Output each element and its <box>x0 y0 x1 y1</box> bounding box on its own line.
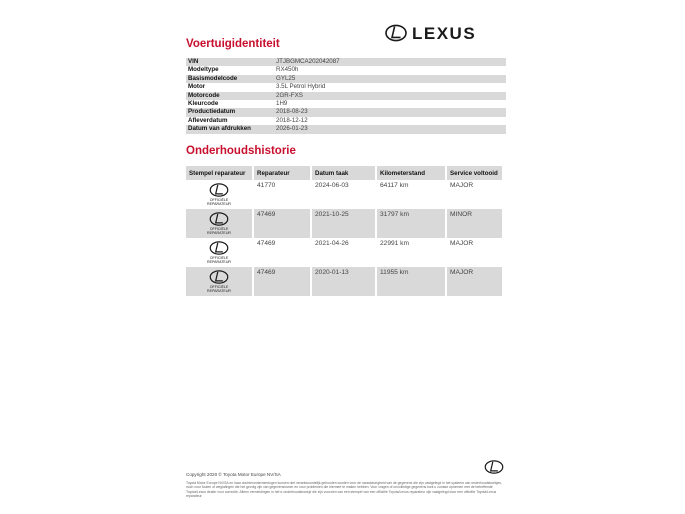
repairer-code: 47469 <box>254 267 310 296</box>
stamp-label-line-1: OFFICIËLE <box>209 285 229 289</box>
lexus-stamp-icon <box>209 241 229 255</box>
stamp-label-line-1: OFFICIËLE <box>209 256 229 260</box>
repairer-stamp-cell <box>186 180 252 209</box>
lexus-stamp-icon <box>209 270 229 284</box>
service-type: MAJOR <box>450 240 474 247</box>
col-header-date: Datum taak <box>312 166 375 180</box>
col-header-service: Service voltooid <box>447 166 502 180</box>
repairer-code: 47469 <box>257 240 276 247</box>
stamp-label-line-2: REPARATEUR <box>206 260 232 264</box>
vehicle-identity-table <box>186 58 506 134</box>
vehicle-field-value: 2018-12-12 <box>276 116 308 124</box>
vehicle-field-label: Afleverdatum <box>188 116 228 124</box>
vehicle-row <box>186 66 506 74</box>
footer-lexus-logo <box>484 460 504 479</box>
vehicle-row <box>186 100 506 108</box>
lexus-logo-mark-icon <box>385 22 507 44</box>
stamp-label <box>207 256 231 264</box>
service-row <box>186 180 502 209</box>
service-type: MAJOR <box>447 267 502 296</box>
official-repairer-stamp <box>189 211 249 235</box>
stamp-label <box>207 227 231 235</box>
lexus-wordmark: LEXUS <box>412 24 477 43</box>
vehicle-row <box>186 125 506 133</box>
service-row <box>186 209 502 238</box>
vehicle-row <box>186 108 506 116</box>
col-header-stamp: Stempel reparateur <box>186 166 252 180</box>
odometer: 22991 km <box>380 240 409 247</box>
task-date: 2021-10-25 <box>312 209 375 238</box>
stamp-label-line-2: REPARATEUR <box>206 231 232 235</box>
repairer-code: 41770 <box>257 182 276 189</box>
repairer-stamp-cell <box>186 209 252 238</box>
service-row <box>186 238 502 267</box>
vehicle-row <box>186 75 506 83</box>
stamp-label-line-1: OFFICIËLE <box>209 227 229 231</box>
stamp-label-line-2: REPARATEUR <box>206 202 232 206</box>
lexus-logo-mark-icon <box>484 460 504 474</box>
footer-copyright: Copyright 2020 © Toyota Motor Europe NV/SA <box>186 472 281 477</box>
stamp-label <box>207 285 231 293</box>
vehicle-identity-title: Voertuigidentiteit <box>186 38 280 50</box>
stamp-label <box>207 198 231 206</box>
vehicle-field-value: 1H9 <box>276 100 288 108</box>
stamp-label-line-2: REPARATEUR <box>206 289 232 293</box>
repairer-stamp-cell <box>186 238 252 267</box>
vehicle-field-label: Motorcode <box>186 92 274 100</box>
odometer: 64117 km <box>380 182 409 189</box>
col-header-km: Kilometerstand <box>377 166 445 180</box>
task-date: 2020-01-13 <box>312 267 375 296</box>
vehicle-field-label: Basismodelcode <box>186 75 274 83</box>
service-type: MINOR <box>447 209 502 238</box>
service-history-table <box>184 166 504 296</box>
odometer: 11955 km <box>377 267 445 296</box>
vehicle-row <box>186 83 506 91</box>
col-header-repairer: Reparateur <box>254 166 310 180</box>
official-repairer-stamp <box>189 269 249 293</box>
vehicle-field-label: Modeltype <box>188 66 219 74</box>
vehicle-field-label: Productiedatum <box>186 108 274 116</box>
vehicle-field-value: 3.5L Petrol Hybrid <box>276 83 326 91</box>
official-repairer-stamp <box>189 182 249 206</box>
lexus-stamp-icon <box>209 183 229 197</box>
vehicle-field-value: GYL25 <box>274 75 506 83</box>
footer-disclaimer: Toyota Motor Europe NV/SA en haar dochterondernemingen kunnen niet verantwoordelijk gehouden worden voor de nauwkeurigheid van de gegevens die zijn vastgelegd in het systeem van onderhoudsboekjes, noch voor fouten of weglatingen die het gevolg zijn van gegevensinvoer en voor problemen die hiermee te maken hebben. Voor vragen of onvolledige gegevens kunt u contact opnemen met de betreffende Toyota/Lexus dealer voor correctie. Alleen vermeldingen in het e-onderhoudsboekje die zijn voorzien van een stempel van een officiële Toyota/Lexus reparateur zijn vastgelegd door een officiële Toyota/Lexus reparateur. <box>186 481 502 498</box>
lexus-logo <box>385 22 507 44</box>
task-date: 2021-04-26 <box>315 240 349 247</box>
repairer-code: 47469 <box>254 209 310 238</box>
vehicle-row <box>186 117 506 125</box>
vehicle-field-value: 2018-08-23 <box>274 108 506 116</box>
vehicle-field-value: JTJBGMCA202042087 <box>274 58 506 66</box>
service-history-title: Onderhoudshistorie <box>186 145 296 157</box>
vehicle-field-label: Datum van afdrukken <box>186 125 274 133</box>
task-date: 2024-06-03 <box>315 182 349 189</box>
official-repairer-stamp <box>189 240 249 264</box>
vehicle-field-label: VIN <box>186 58 274 66</box>
vehicle-field-value: RX450h <box>276 66 299 74</box>
vehicle-row <box>186 58 506 66</box>
stamp-label-line-1: OFFICIËLE <box>209 198 229 202</box>
repairer-stamp-cell <box>186 267 252 296</box>
vehicle-field-value: 2026-01-23 <box>274 125 506 133</box>
service-row <box>186 267 502 296</box>
vehicle-field-value: 2GR-FXS <box>274 92 506 100</box>
vehicle-field-label: Motor <box>188 83 206 91</box>
service-type: MAJOR <box>450 182 474 189</box>
odometer: 31797 km <box>377 209 445 238</box>
vehicle-row <box>186 92 506 100</box>
lexus-stamp-icon <box>209 212 229 226</box>
vehicle-field-label: Kleurcode <box>188 100 219 108</box>
